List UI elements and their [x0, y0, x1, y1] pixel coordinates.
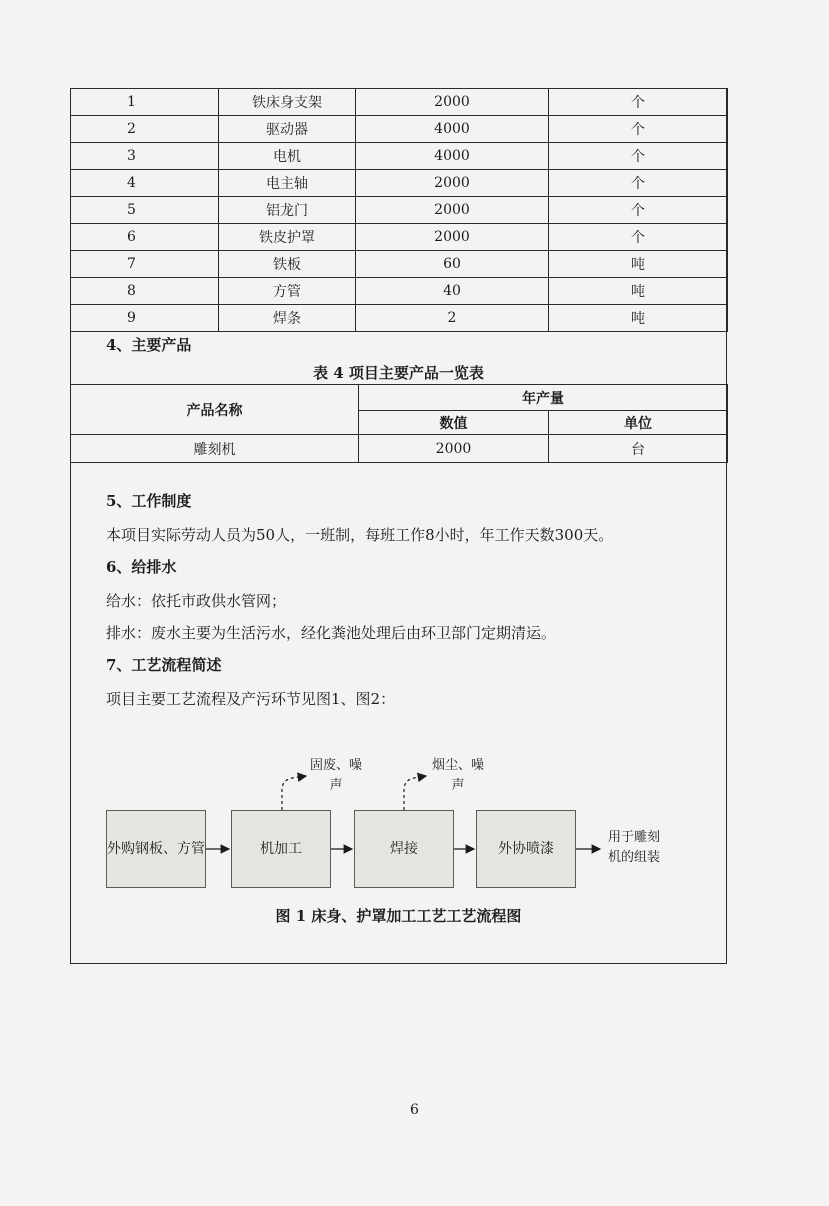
row-number-cell: 6 [71, 224, 219, 251]
unit-cell: 个 [549, 197, 728, 224]
row-number-cell: 9 [71, 305, 219, 332]
quantity-cell: 40 [356, 278, 549, 305]
unit-cell: 个 [549, 89, 728, 116]
table-4-title: 表 4 项目主要产品一览表 [313, 364, 484, 382]
section-7-text: 项目主要工艺流程及产污环节见图1、图2： [106, 690, 396, 708]
flow-output-text: 用于雕刻机的组装 [607, 830, 660, 865]
product-unit-cell: 台 [549, 435, 728, 463]
section-5-text: 本项目实际劳动人员为50人，一班制，每班工作8小时，年工作天数300天。 [106, 526, 614, 544]
row-number-cell: 7 [71, 251, 219, 278]
unit-cell: 个 [549, 170, 728, 197]
quantity-cell: 2000 [356, 170, 549, 197]
material-name-cell: 驱动器 [219, 116, 356, 143]
row-number-cell: 2 [71, 116, 219, 143]
quantity-cell: 2000 [356, 224, 549, 251]
material-name-cell: 方管 [219, 278, 356, 305]
row-number-cell: 1 [71, 89, 219, 116]
water-drain-text: 排水：废水主要为生活污水，经化粪池处理后由环卫部门定期清运。 [106, 624, 557, 642]
material-name-cell: 铝龙门 [219, 197, 356, 224]
row-number-cell: 5 [71, 197, 219, 224]
material-name-cell: 电主轴 [219, 170, 356, 197]
section-4-heading: 4、主要产品 [106, 336, 192, 354]
col-annual-output: 年产量 [359, 385, 728, 411]
water-supply-text: 给水：依托市政供水管网； [106, 592, 287, 610]
section-6-heading: 6、给排水 [106, 558, 177, 576]
section-7-heading: 7、工艺流程简述 [106, 656, 222, 674]
quantity-cell: 60 [356, 251, 549, 278]
col-unit: 单位 [549, 411, 728, 435]
quantity-cell: 2000 [356, 89, 549, 116]
material-name-cell: 铁床身支架 [219, 89, 356, 116]
pollution-note-1: 固废、噪声 [310, 758, 363, 793]
col-value: 数值 [359, 411, 549, 435]
pollution-note-2: 烟尘、噪声 [431, 758, 484, 793]
product-name-cell: 雕刻机 [71, 435, 359, 463]
pollution-arrow-2 [404, 776, 426, 810]
section-5-heading: 5、工作制度 [106, 492, 192, 510]
row-number-cell: 8 [71, 278, 219, 305]
unit-cell: 吨 [549, 278, 728, 305]
unit-cell: 吨 [549, 305, 728, 332]
quantity-cell: 2000 [356, 197, 549, 224]
flow-step-machining: 机加工 [231, 810, 331, 888]
product-value-cell: 2000 [359, 435, 549, 463]
col-product-name: 产品名称 [71, 385, 359, 435]
unit-cell: 个 [549, 143, 728, 170]
unit-cell: 吨 [549, 251, 728, 278]
material-name-cell: 电机 [219, 143, 356, 170]
flow-step-welding: 焊接 [354, 810, 454, 888]
row-number-cell: 3 [71, 143, 219, 170]
material-name-cell: 铁板 [219, 251, 356, 278]
quantity-cell: 2 [356, 305, 549, 332]
flow-step-purchase: 外购钢板、方管 [106, 810, 206, 888]
pollution-arrow-1 [282, 776, 306, 810]
quantity-cell: 4000 [356, 116, 549, 143]
flow-step-painting: 外协喷漆 [476, 810, 576, 888]
quantity-cell: 4000 [356, 143, 549, 170]
row-number-cell: 4 [71, 170, 219, 197]
unit-cell: 个 [549, 224, 728, 251]
page-number: 6 [410, 1102, 419, 1118]
material-name-cell: 铁皮护罩 [219, 224, 356, 251]
unit-cell: 个 [549, 116, 728, 143]
material-name-cell: 焊条 [219, 305, 356, 332]
figure-1-caption: 图 1 床身、护罩加工工艺工艺流程图 [275, 907, 522, 925]
